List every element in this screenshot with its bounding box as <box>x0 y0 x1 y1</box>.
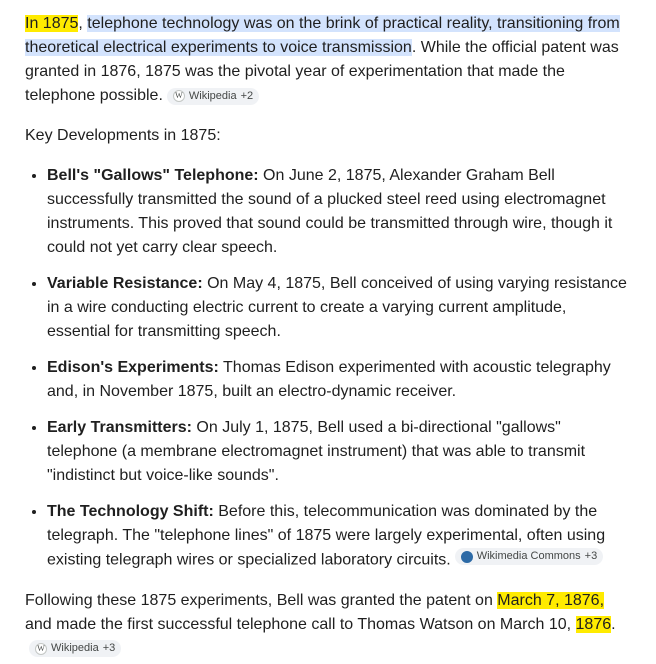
outro-before: Following these 1875 experiments, Bell was granted the patent on <box>25 591 498 609</box>
citation-count: +3 <box>102 642 116 654</box>
year-highlight: In 1875 <box>25 15 79 32</box>
citation-source: Wikipedia <box>51 642 99 654</box>
intro-rest: . While the official patent was granted in 1876, 1875 was the pivotal year of experimentation that made the telephone possible. <box>25 39 619 104</box>
item-title: Variable Resistance: <box>47 275 203 292</box>
item-title: Bell's "Gallows" Telephone: <box>47 167 259 184</box>
intro-comma: , <box>78 15 83 32</box>
wikipedia-icon: W <box>173 90 185 102</box>
list-item <box>47 272 631 344</box>
wikipedia-icon: W <box>35 643 47 655</box>
item-text: Thomas Edison experimented with acoustic telegraphy and, in November 1875, built an electro-dynamic receiver. <box>47 359 611 400</box>
citation-source: Wikimedia Commons <box>476 550 581 562</box>
item-text: On July 1, 1875, Bell used a bi-directional "gallows" telephone (a membrane electromagnet instrument) that was able to transmit "indistinct but voice-like sounds". <box>47 419 586 484</box>
call-year-highlight: 1876 <box>575 615 612 633</box>
citation-count: +3 <box>584 550 598 562</box>
outro-after: . <box>611 615 616 633</box>
citation-count: +2 <box>240 89 254 102</box>
list-item <box>47 356 631 404</box>
citation-chip-wikimedia[interactable] <box>455 548 603 565</box>
list-item <box>47 164 631 260</box>
citation-source: Wikipedia <box>188 89 237 102</box>
outro-paragraph <box>25 589 631 661</box>
intro-paragraph <box>25 12 631 108</box>
item-text: On June 2, 1875, Alexander Graham Bell successfully transmitted the sound of a plucked steel reed using electromagnet instruments. This proved that sound could be transmitted through wire, though it could not yet carry clear speech. <box>47 167 613 256</box>
item-title: The Technology Shift: <box>47 503 214 520</box>
key-developments-heading: Key Developments in 1875: <box>25 127 221 144</box>
developments-list <box>25 164 631 573</box>
list-item <box>47 416 631 488</box>
citation-chip-wikipedia[interactable] <box>29 640 121 657</box>
citation-chip-wikipedia[interactable] <box>167 88 259 105</box>
outro-middle: and made the first successful telephone call to Thomas Watson on March 10, <box>25 615 576 633</box>
item-title: Early Transmitters: <box>47 419 192 436</box>
patent-date-highlight: March 7, 1876, <box>497 591 605 609</box>
list-item <box>47 500 631 573</box>
wikimedia-icon <box>461 551 473 563</box>
item-text: Before this, telecommunication was dominated by the telegraph. The "telephone lines" of 1875 were largely experimental, often using existing telegraph wires or specialized laboratory circuits. <box>47 503 606 569</box>
item-title: Edison's Experiments: <box>47 359 219 376</box>
item-text: On May 4, 1875, Bell conceived of using varying resistance in a wire conducting electric current to create a varying current amplitude, essential for transmitting speech. <box>47 275 627 340</box>
highlighted-summary: telephone technology was on the brink of practical reality, transitioning from theoretical electrical experiments to voice transmission <box>25 15 620 56</box>
